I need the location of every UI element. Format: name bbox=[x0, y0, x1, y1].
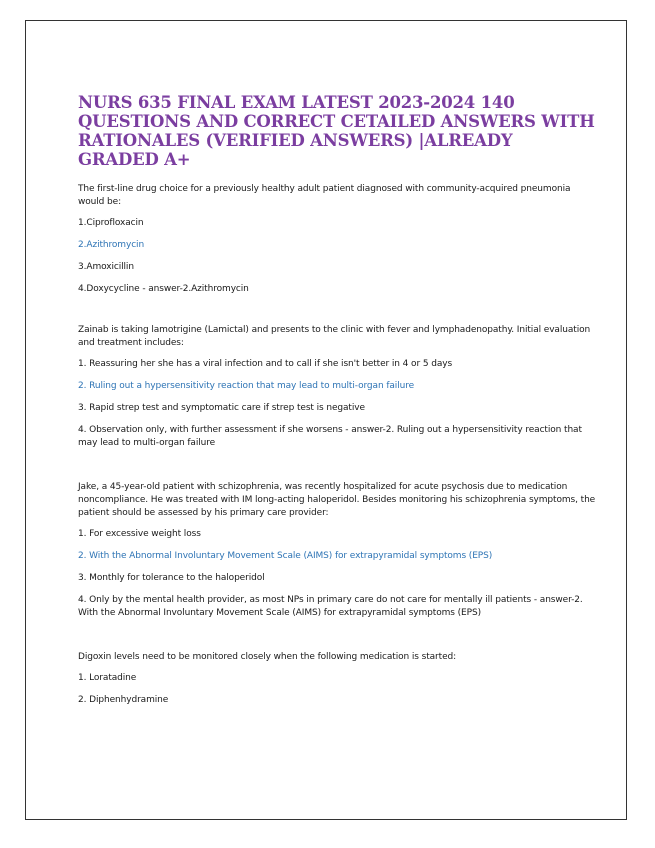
question-prompt: Jake, a 45-year-old patient with schizophrenia, was recently hospitalized for acute psychosis due to medication noncompliance. He was treated with IM long-acting haloperidol. Besides monitoring his schizophrenia symptoms, the patient should be assessed by his primary care provider: bbox=[78, 482, 596, 518]
question-block bbox=[78, 481, 598, 620]
answer-option: 1. Loratadine bbox=[78, 673, 137, 683]
correct-answer-option: 2. Ruling out a hypersensitivity reaction that may lead to multi-organ failure bbox=[78, 381, 415, 391]
question-prompt: Digoxin levels need to be monitored closely when the following medication is started: bbox=[78, 652, 457, 662]
question-block bbox=[78, 651, 598, 707]
answer-option: 3. Rapid strep test and symptomatic care if strep test is negative bbox=[78, 403, 365, 413]
answer-option: 2. Diphenhydramine bbox=[78, 695, 169, 705]
answer-key-option: 4. Observation only, with further assessment if she worsens - answer-2. Ruling out a hypersensitivity reaction that may lead to multi-organ failure bbox=[78, 425, 582, 448]
answer-option: 3. Monthly for tolerance to the haloperidol bbox=[78, 573, 265, 583]
spacer bbox=[78, 459, 598, 481]
document-page bbox=[25, 20, 627, 820]
answer-option: 1. Reassuring her she has a viral infection and to call if she isn't better in 4 or 5 days bbox=[78, 359, 453, 369]
spacer bbox=[78, 629, 598, 651]
answer-key-option: 4. Only by the mental health provider, as most NPs in primary care do not care for mentally ill patients - answer-2. With the Abnormal Involuntary Movement Scale (AIMS) for extrapyramidal symptoms (EPS) bbox=[78, 595, 583, 618]
document-content bbox=[78, 93, 598, 716]
answer-key-option: 4.Doxycycline - answer-2.Azithromycin bbox=[78, 284, 249, 294]
correct-answer-option: 2.Azithromycin bbox=[78, 240, 145, 250]
answer-option: 1.Ciprofloxacin bbox=[78, 218, 144, 228]
answer-option: 3.Amoxicillin bbox=[78, 262, 134, 272]
question-prompt: The first-line drug choice for a previously healthy adult patient diagnosed with community-acquired pneumonia would be: bbox=[78, 184, 571, 207]
document-title: NURS 635 FINAL EXAM LATEST 2023-2024 140 QUESTIONS AND CORRECT CETAILED ANSWERS WITH RATIONALES (VERIFIED ANSWERS) |ALREADY GRADED A+ bbox=[78, 93, 595, 169]
question-block bbox=[78, 324, 598, 450]
question-prompt: Zainab is taking lamotrigine (Lamictal) and presents to the clinic with fever and lymphadenopathy. Initial evaluation and treatment includes: bbox=[78, 325, 591, 348]
answer-option: 1. For excessive weight loss bbox=[78, 529, 201, 539]
correct-answer-option: 2. With the Abnormal Involuntary Movement Scale (AIMS) for extrapyramidal symptoms (EPS) bbox=[78, 551, 493, 561]
spacer bbox=[78, 305, 598, 324]
question-block bbox=[78, 183, 598, 296]
